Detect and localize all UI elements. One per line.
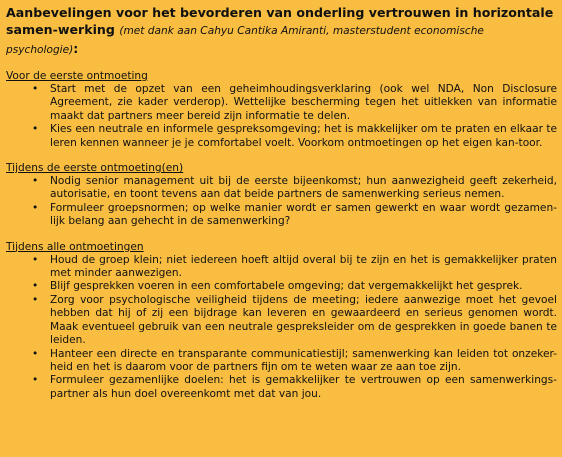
- list-item-text: Start met de opzet van een geheimhoudingsverklaring (ook wel NDA, Non Disclosure Agreement, zie kader verderop). Wettelijke bescherming tegen het uitlekken van informatie maakt dat partners meer bereid zijn informatie te delen.: [50, 83, 557, 122]
- section-list-during-first-meeting: [6, 175, 557, 229]
- list-item-text: Kies een neutrale en informele gespreksomgeving; het is makkelijker om te praten en elkaar te leren kennen wanneer je je comfortabel voelt. Voorkom ontmoetingen op het eigen kan-toor.: [50, 123, 557, 149]
- list-item-text: Zorg voor psychologische veiligheid tijdens de meeting; iedere aanwezige moet het gevoel hebben dat hij of zij een bijdrage kan leveren en gewaardeerd en serieus genomen wordt. Maak eventueel gebruik van een neutrale gespreksleider om de gesprekken in goede banen te leiden.: [50, 293, 557, 347]
- bullet-icon: •: [32, 347, 39, 360]
- list-item: [6, 123, 557, 150]
- list-item-text: Blijf gesprekken voeren in een comfortabele omgeving; dat vergemakkelijkt het gesprek.: [50, 280, 523, 293]
- section-heading-before-first-meeting: Voor de eerste ontmoeting: [6, 70, 148, 82]
- list-item-text: Houd de groep klein; niet iedereen hoeft altijd overal bij te zijn en het is gemakkelijker praten met minder aanwezigen.: [50, 253, 557, 280]
- bullet-icon: •: [32, 253, 39, 266]
- list-item: [6, 202, 557, 229]
- list-item-text: Hanteer een directe en transparante communicatiestijl; samenwerking kan leiden tot onzeker-heid en het is daarom voor de partners fijn om te weten waar ze aan toe zijn.: [50, 347, 557, 373]
- list-item: [6, 280, 557, 293]
- title-credit: (met dank aan Cahyu Cantika Amiranti, masterstudent economische psychologie): [6, 25, 484, 56]
- list-item: [6, 83, 557, 123]
- bullet-icon: •: [32, 293, 39, 306]
- list-item-text: Formuleer groepsnormen; op welke manier wordt er samen gewerkt en waar wordt gezamen-lijk belang aan gehecht in de samenwerking?: [50, 201, 557, 228]
- title-colon: :: [73, 41, 79, 56]
- bullet-icon: •: [32, 280, 39, 293]
- section-list-all-meetings: [6, 254, 557, 401]
- bullet-icon: •: [32, 175, 39, 188]
- section-heading-during-first-meeting: Tijdens de eerste ontmoeting(en): [6, 162, 184, 175]
- title-main: Aanbevelingen voor het bevorderen van onderling vertrouwen in horizontale samen-werking: [6, 5, 554, 37]
- list-item: [6, 294, 557, 348]
- list-item: [6, 348, 557, 375]
- bullet-icon: •: [32, 374, 39, 387]
- list-item-text: Formuleer gezamenlijke doelen: het is gemakkelijker te vertrouwen op een samenwerkings-partner als hun doel overeenkomt met dat van jou.: [50, 374, 557, 400]
- list-item: [6, 175, 557, 202]
- section-list-before-first-meeting: [6, 83, 557, 150]
- bullet-icon: •: [32, 201, 39, 214]
- bullet-icon: •: [32, 123, 39, 136]
- list-item-text: Nodig senior management uit bij de eerste bijeenkomst; hun aanwezigheid geeft zekerheid, autorisatie, en toont tevens aan dat beide partners de samenwerking serieus nemen.: [50, 175, 557, 201]
- document-title: [6, 4, 557, 59]
- bullet-icon: •: [32, 83, 39, 95]
- list-item: [6, 254, 557, 281]
- section-heading-all-meetings: Tijdens alle ontmoetingen: [6, 240, 144, 253]
- list-item: [6, 374, 557, 401]
